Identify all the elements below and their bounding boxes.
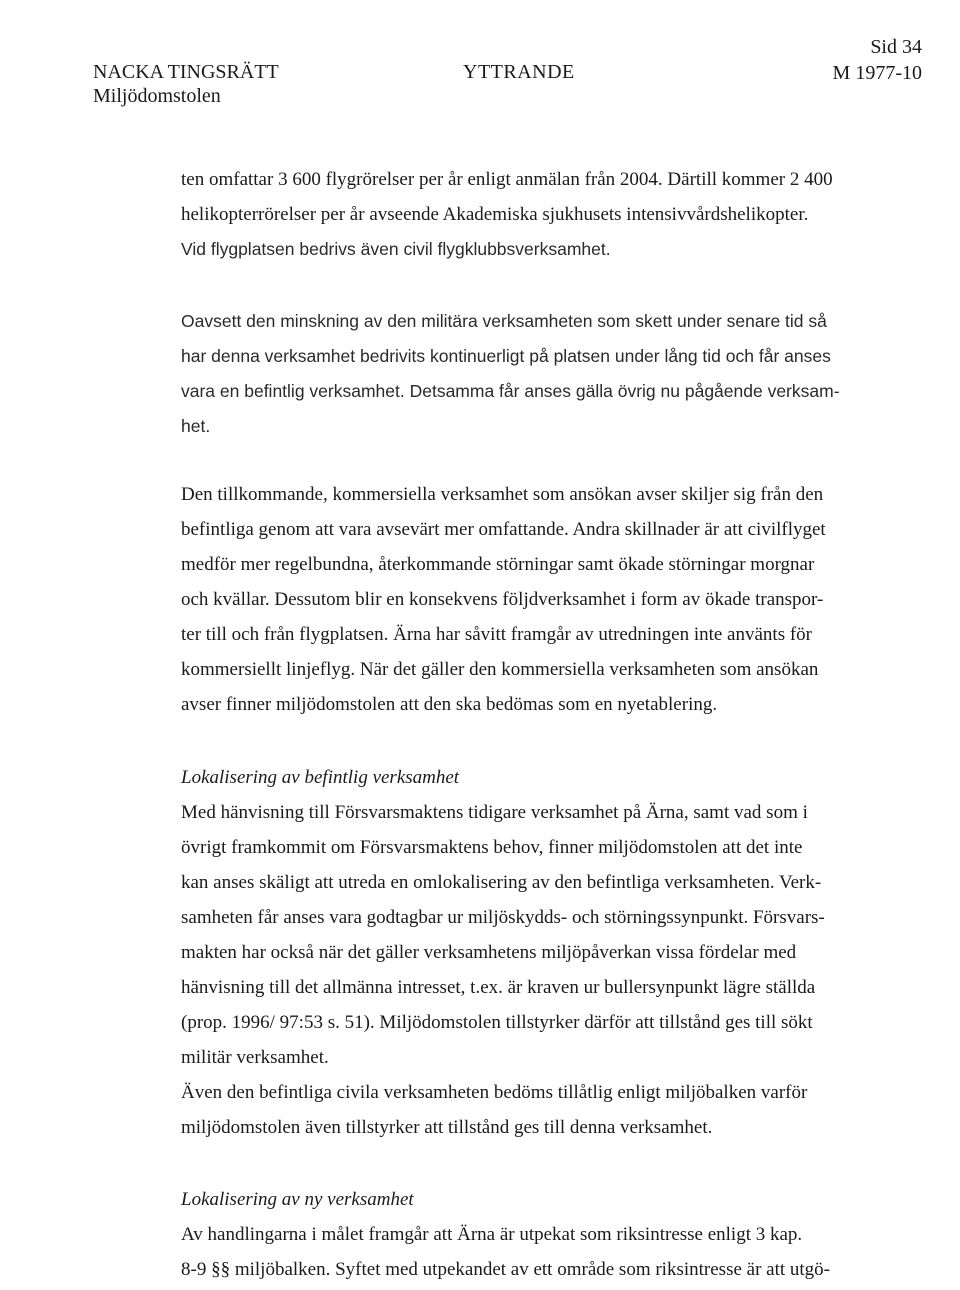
header-right: [833, 34, 922, 86]
section-2-paragraph: [181, 1217, 881, 1287]
court-name: NACKA TINGSRÄTT: [93, 61, 279, 83]
text-line: militär verksamhet.: [181, 1047, 329, 1068]
text-line: Med hänvisning till Försvarsmaktens tidigare verksamhet på Ärna, samt vad som i: [181, 802, 808, 823]
section-heading-new: Lokalisering av ny verksamhet: [181, 1189, 414, 1210]
text-line: och kvällar. Dessutom blir en konsekvens följdverksamhet i form av ökade transpor-: [181, 589, 824, 610]
text-line: Oavsett den minskning av den militära verksamheten som skett under senare tid så: [181, 311, 827, 331]
text-line: helikopterrörelser per år avseende Akademiska sjukhusets intensivvårdshelikopter.: [181, 204, 809, 225]
text-line: het.: [181, 416, 211, 436]
case-number: M 1977-10: [832, 62, 922, 84]
paragraph-1: [181, 162, 881, 267]
text-line: Av handlingarna i målet framgår att Ärna är utpekat som riksintresse enligt 3 kap.: [181, 1224, 803, 1245]
section-1-paragraph-2: [181, 1075, 881, 1145]
text-line: (prop. 1996/ 97:53 s. 51). Miljödomstolen tillstyrker därför att tillstånd ges till sökt: [181, 1012, 813, 1033]
text-line: makten har också när det gäller verksamhetens miljöpåverkan vissa fördelar med: [181, 942, 797, 963]
text-line: övrigt framkommit om Försvarsmaktens behov, finner miljödomstolen att det inte: [181, 837, 803, 858]
text-line: kommersiellt linjeflyg. När det gäller den kommersiella verksamheten som ansökan: [181, 659, 819, 680]
text-line: 8-9 §§ miljöbalken. Syftet med utpekandet av ett område som riksintresse är att utgö-: [181, 1259, 831, 1280]
text-line: samheten får anses vara godtagbar ur miljöskydds- och störningssynpunkt. Försvars-: [181, 907, 825, 928]
document-body: [181, 162, 881, 1287]
text-line: vara en befintlig verksamhet. Detsamma får anses gälla övrig nu pågående verksam-: [181, 381, 840, 401]
text-line: avser finner miljödomstolen att den ska bedömas som en nyetablering.: [181, 694, 718, 715]
section-1-paragraph: [181, 795, 881, 1075]
document-type: YTTRANDE: [463, 61, 575, 83]
page-number: Sid 34: [870, 36, 922, 58]
text-line: miljödomstolen även tillstyrker att tillstånd ges till denna verksamhet.: [181, 1117, 713, 1138]
text-line: Även den befintliga civila verksamheten bedöms tillåtlig enligt miljöbalken varför: [181, 1082, 808, 1103]
text-line: kan anses skäligt att utreda en omlokalisering av den befintliga verksamheten. Verk-: [181, 872, 822, 893]
text-line: Vid flygplatsen bedrivs även civil flygklubbsverksamhet.: [181, 239, 611, 259]
text-line: befintliga genom att vara avsevärt mer omfattande. Andra skillnader är att civilflyget: [181, 519, 826, 540]
text-line: medför mer regelbundna, återkommande störningar samt ökade störningar morgnar: [181, 554, 815, 575]
paragraph-2: [181, 304, 881, 444]
text-line: hänvisning till det allmänna intresset, t.ex. är kraven ur bullersynpunkt lägre ställda: [181, 977, 816, 998]
text-line: ter till och från flygplatsen. Ärna har såvitt framgår av utredningen inte använts för: [181, 624, 812, 645]
section-heading-existing: Lokalisering av befintlig verksamhet: [181, 767, 460, 788]
paragraph-3: [181, 477, 881, 722]
text-line: Den tillkommande, kommersiella verksamhet som ansökan avser skiljer sig från den: [181, 484, 824, 505]
text-line: har denna verksamhet bedrivits kontinuerligt på platsen under lång tid och får anses: [181, 346, 831, 366]
court-unit: Miljödomstolen: [93, 85, 221, 107]
header-left: [93, 60, 279, 108]
text-line: ten omfattar 3 600 flygrörelser per år enligt anmälan från 2004. Därtill kommer 2 400: [181, 169, 833, 190]
